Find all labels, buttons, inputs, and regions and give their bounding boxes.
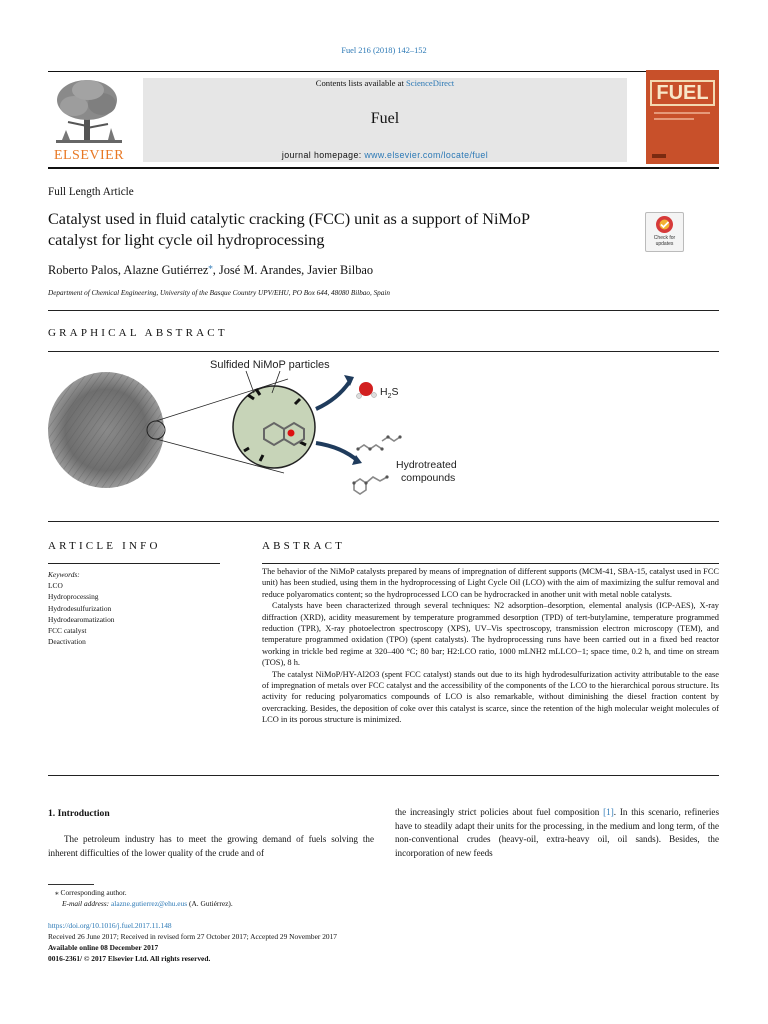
title-line-1: Catalyst used in fluid catalytic cracking (FCC) unit as a support of NiMoP: [48, 210, 530, 228]
graphical-abstract-figure: [48, 355, 462, 501]
doi-link[interactable]: https://doi.org/10.1016/j.fuel.2017.11.148: [48, 921, 172, 930]
elsevier-logo: [48, 76, 130, 166]
article-info-rule: [48, 563, 220, 564]
contents-line: [143, 78, 627, 88]
graphical-abstract-svg: [48, 355, 462, 501]
sciencedirect-link[interactable]: ScienceDirect: [406, 78, 455, 88]
title-line-2: catalyst for light cycle oil hydroprocessing: [48, 231, 325, 249]
email-suffix: (A. Gutiérrez).: [187, 899, 233, 908]
author-name: José M. Arandes: [218, 263, 302, 277]
homepage-line: [143, 150, 627, 160]
check-updates-label: Check for updates: [653, 235, 676, 247]
available-online: Available online 08 December 2017: [48, 943, 159, 952]
label-compounds: compounds: [401, 472, 456, 484]
journal-name: Fuel: [370, 110, 400, 127]
reference-link[interactable]: [1]: [603, 807, 614, 817]
abstract-text: [262, 566, 719, 726]
received-dates: Received 26 June 2017; Received in revised form 27 October 2017; Accepted 29 November 2017: [48, 932, 337, 941]
header-top-rule: [48, 71, 719, 72]
keyword-item: Hydrodearomatization: [48, 614, 115, 624]
homepage-link[interactable]: www.elsevier.com/locate/fuel: [364, 150, 489, 160]
abstract-bottom-rule: [48, 775, 719, 776]
author-list: Roberto Palos, Alazne Gutiérrez⁎, José M. Arandes, Javier Bilbao: [48, 260, 374, 277]
keyword-item: Hydrodesulfurization: [48, 603, 112, 613]
check-updates-icon: [655, 215, 674, 234]
corresponding-footnote: [55, 887, 127, 898]
corresponding-text: Corresponding author.: [60, 888, 127, 897]
journal-citation[interactable]: Fuel 216 (2018) 142–152: [341, 46, 427, 55]
abstract-paragraph: The behavior of the NiMoP catalysts prepared by means of impregnation of different supports (MCM-41, SBA-15, catalyst used in FCC unit) has been studied, using them in the hydroprocessing of Light Cycle Oil (LCO) with the aim of maximizing the sulfur removal and reduce polyaromatics content; so the hydroprocessed LCO can be hydrocracked in another unit with metal noble catalysts.: [262, 567, 719, 599]
check-for-updates-button[interactable]: [645, 212, 684, 252]
elsevier-wordmark: ELSEVIER: [53, 148, 125, 163]
copyright: 0016-2361/ © 2017 Elsevier Ltd. All rights reserved.: [48, 954, 211, 963]
introduction-heading: 1. Introduction: [48, 808, 110, 819]
header-bottom-rule: [48, 167, 719, 169]
intro-right-part-a: the increasingly strict policies about fuel composition: [395, 807, 604, 817]
intro-left-text: The petroleum industry has to meet the growing demand of fuels solving the inherent difficulties of the lower quality of the crude and of: [48, 834, 374, 858]
keyword-item: LCO: [48, 581, 63, 591]
email-label: E-mail address:: [62, 899, 111, 908]
article-title: [48, 209, 648, 251]
keyword-item: Hydroprocessing: [48, 592, 99, 602]
article-info-heading: ARTICLE INFO: [48, 540, 161, 552]
keywords-block: [48, 569, 220, 647]
label-h2s: $H_2S$: [380, 386, 399, 400]
author-name: Roberto Palos: [48, 263, 118, 277]
footnote-rule: [48, 884, 94, 885]
keyword-item: Deactivation: [48, 637, 86, 647]
abstract-paragraph: Catalysts have been characterized through several techniques: N2 adsorption–desorption, elemental analysis (ICP-AES), X-ray diffraction (XRD), acidity measurement by temperature programmed desorption (TPD) of tert-butylamine, temperature programmed reduction (TPR), X-ray photoelectron spectroscopy (XPS), UV–Vis spectroscopy, transmission electron microscopy (TEM), and temperature programmed oxidation (TPO) (spent catalysts). The hydroprocessing runs have been carried out in a fixed bed reactor working in trickle bed regime at 320–400 °C; 80 bar; H2:LCO ratio, 1000 mLNH2 mLLCO−1; space time, 0.2 h, and time on stream (TOS), 8 h.: [262, 601, 719, 668]
corresponding-author-marker[interactable]: ⁎: [208, 260, 213, 271]
author-name: Javier Bilbao: [307, 263, 374, 277]
abstract-rule: [262, 563, 719, 564]
article-type: Full Length Article: [48, 186, 134, 198]
cover-title: FUEL: [656, 82, 709, 104]
abstract-heading: ABSTRACT: [262, 540, 346, 552]
journal-cover-image: [646, 70, 719, 164]
author-name: Alazne Gutiérrez: [123, 263, 209, 277]
contents-prefix: Contents lists available at: [315, 78, 406, 88]
affiliation-rule: [48, 310, 719, 311]
zoom-circle: [233, 386, 315, 468]
intro-right-text: [395, 806, 719, 860]
graphical-abstract-bottom-rule: [48, 521, 719, 522]
abstract-paragraph: The catalyst NiMoP/HY-Al2O3 (spent FCC catalyst) stands out due to its high hydrodesulfurization activity attributable to the ease of impregnation of metals over FCC catalyst and the accessibility of the components of the LCO to the hierarchical porous structure. Its activity for reducing polyaromatics compounds of LCO is also remarkable, without diminishing the diesel fraction content by overcracking. Besides, the deposition of coke over this catalyst is scarce, since the retention of the high molecular weight molecules of LCO in its porous structure is minimized.: [262, 669, 719, 725]
label-sulfided-particles: Sulfided NiMoP particles: [210, 359, 330, 371]
email-footnote: [62, 898, 233, 909]
h2s-molecule-icon: [359, 382, 373, 396]
keyword-item: FCC catalyst: [48, 626, 87, 636]
keywords-label: Keywords:: [48, 570, 80, 579]
footnote-marker: ⁎: [55, 888, 61, 897]
homepage-prefix: journal homepage:: [281, 150, 365, 160]
affiliation: Department of Chemical Engineering, University of the Basque Country UPV/EHU, PO Box 644, 48080 Bilbao, Spain: [48, 289, 390, 297]
intro-right-part-b: . In this scenario, refineries have to steadily adapt their units for the processing, in the medium and long term, of the non-conventional crudes (heavy-oil, extra-heavy oil, oil sands). Besides, the incorporation of new feeds: [395, 807, 719, 858]
email-link[interactable]: alazne.gutierrez@ehu.eus: [111, 899, 188, 908]
elsevier-tree-icon: [48, 76, 130, 150]
graphical-abstract-rule: [48, 351, 719, 352]
graphical-abstract-heading: GRAPHICAL ABSTRACT: [48, 327, 228, 339]
label-hydrotreated: Hydrotreated: [396, 459, 457, 471]
